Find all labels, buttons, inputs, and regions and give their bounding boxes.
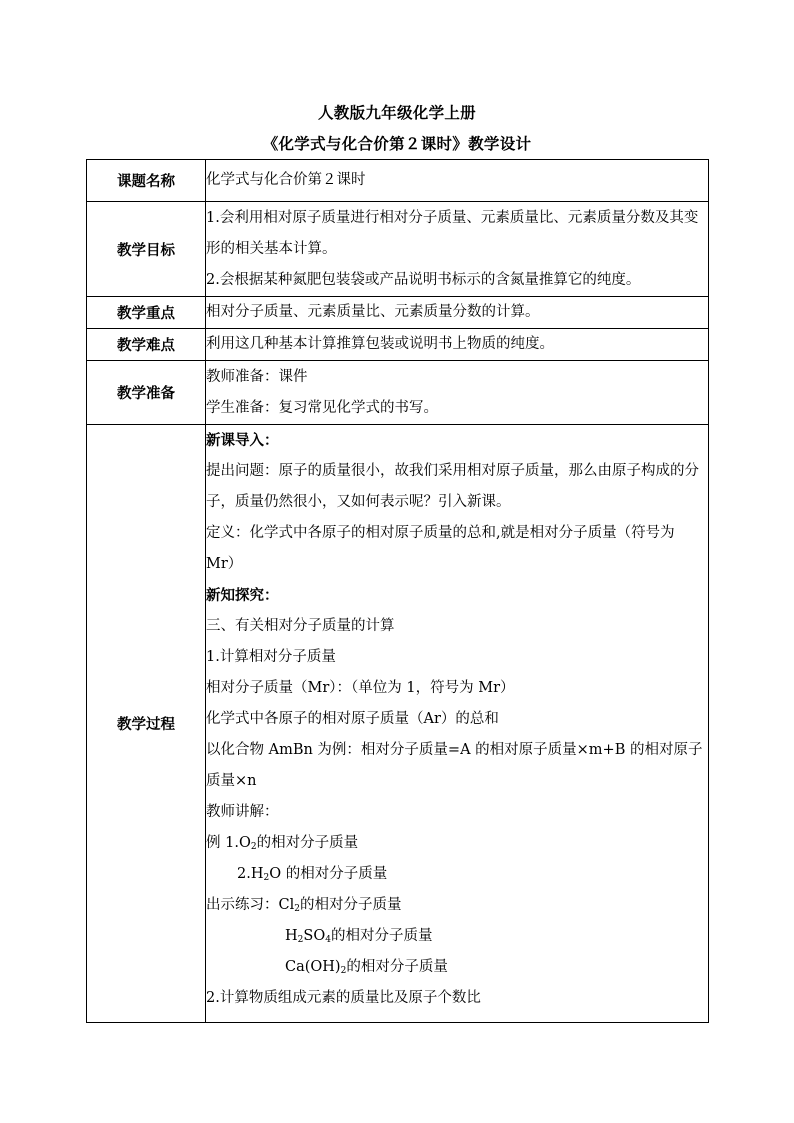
label-key-points: 教学重点 [87,297,206,329]
mr-definition-line: 相对分子质量（Mr）：（单位为 1，符号为 Mr） [206,680,515,696]
practice-3-suffix: 的相对分子质量 [346,959,448,975]
practice-3 [206,952,708,983]
example-2-subscript: 2 [263,873,270,883]
goal-item-1: 1.会利用相对原子质量进行相对分子质量、元素质量比、元素质量分数及其变形的相关基本计算。 [206,209,699,257]
goals-cell [206,202,709,297]
row-goals [87,202,709,297]
example-1-suffix: 的相对分子质量 [256,835,359,851]
topic-value: 化学式与化合价第２课时 [206,172,366,188]
label-difficulty: 教学难点 [87,329,206,361]
item-2-title: 2.计算物质组成元素的质量比及原子个数比 [206,990,481,1006]
intro-heading: 新课导入： [206,432,279,449]
practice-1-prefix: 出示练习：Cl [206,897,295,913]
definition-text: 定义：化学式中各原子的相对原子质量的总和,就是相对分子质量（符号为 Mr） [206,525,675,572]
doc-title-line2: 《化学式与化合价第２课时》教学设计 [262,134,532,153]
practice-2 [206,921,708,952]
prep-student: 学生准备：复习常见化学式的书写。 [206,399,438,416]
example-2-prefix: 2.H [237,866,264,882]
label-process: 教学过程 [87,425,206,1023]
practice-1-suffix: 的相对分子质量 [299,897,402,913]
row-prep [87,361,709,425]
example-1-subscript: 2 [250,842,257,852]
difficulty-text: 利用这几种基本计算推算包装或说明书上物质的纯度。 [206,336,554,352]
difficulty-cell [206,329,709,361]
teacher-explain-label: 教师讲解： [206,804,279,820]
section-3-title: 三、有关相对分子质量的计算 [206,618,395,634]
label-topic: 课题名称 [87,160,206,202]
row-difficulty [87,329,709,361]
row-topic [87,160,709,202]
practice-3-prefix: Ca(OH) [285,959,341,975]
example-2 [206,859,708,890]
key-points-text: 相对分子质量、元素质量比、元素质量分数的计算。 [206,304,540,320]
practice-2-a: H [285,928,298,944]
item-1-title: 1.计算相对分子质量 [206,649,336,665]
formula-line: 以化合物 AmBn 为例：相对分子质量=A 的相对原子质量×m+B 的相对原子质量×n [206,742,703,789]
key-points-cell [206,297,709,329]
practice-2-b: SO [303,928,326,944]
example-1 [206,828,708,859]
question-text: 提出问题：原子的质量很小，故我们采用相对原子质量，那么由原子构成的分子，质量仍然很小，又如何表示呢？引入新课。 [206,463,699,510]
explore-heading: 新知探究： [206,587,279,604]
prep-cell [206,361,709,425]
label-goals: 教学目标 [87,202,206,297]
lesson-plan-table [86,159,709,1023]
practice-2-subscript-2: 4 [325,935,331,945]
example-2-suffix: O 的相对分子质量 [269,866,388,882]
practice-3-subscript: 2 [340,966,347,976]
label-prep: 教学准备 [87,361,206,425]
topic-text [206,160,709,202]
process-cell [206,425,709,1023]
prep-teacher: 教师准备：课件 [206,368,308,385]
doc-title-line1: 人教版九年级化学上册 [317,103,476,122]
practice-1 [206,890,708,921]
goal-item-2: 2.会根据某种氮肥包装袋或产品说明书标示的含氮量推算它的纯度。 [206,271,641,288]
practice-1-subscript: 2 [294,904,300,914]
practice-2-subscript-1: 2 [297,935,304,945]
example-1-prefix: 例 1.O [206,835,251,851]
row-key-points [87,297,709,329]
practice-2-suffix: 的相对分子质量 [330,928,433,944]
sum-line: 化学式中各原子的相对原子质量（Ar）的总和 [206,711,499,727]
row-process [87,425,709,1023]
